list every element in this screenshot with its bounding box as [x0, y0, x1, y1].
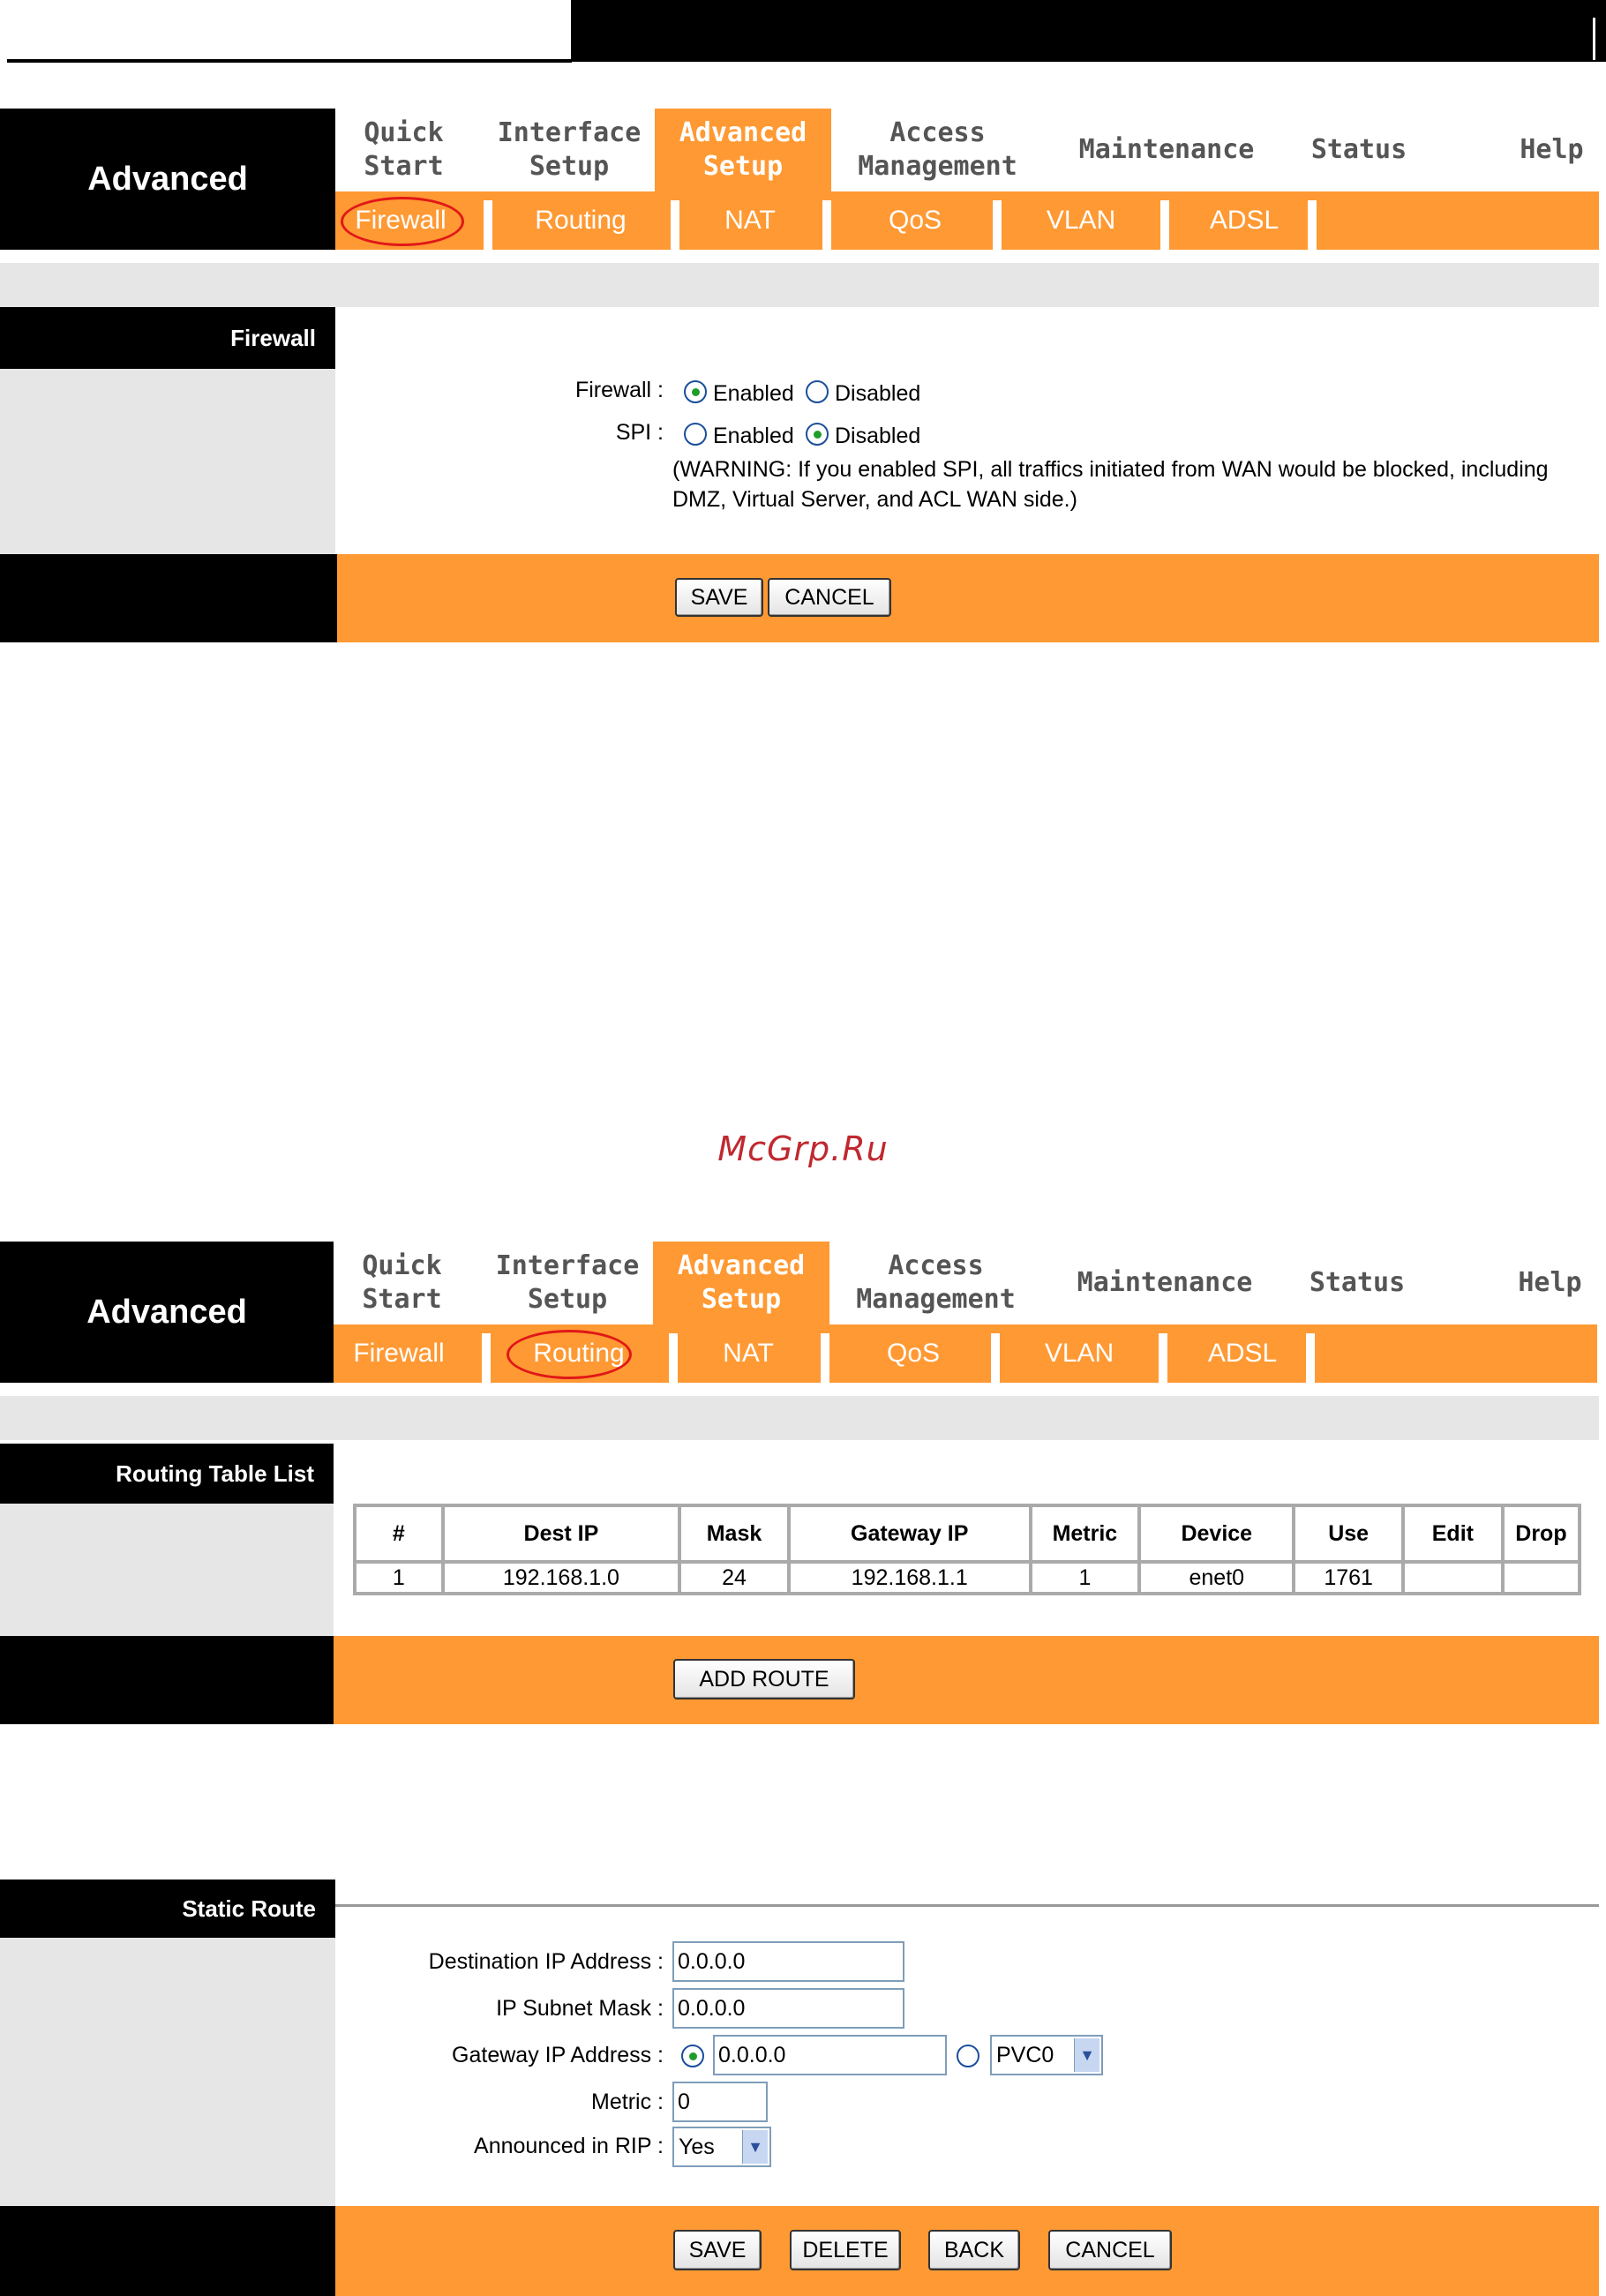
section-title-firewall: Firewall [0, 307, 335, 369]
submenu-adsl[interactable]: ADSL [1209, 206, 1280, 235]
submenu-separator [671, 200, 679, 250]
footer-action-bar [334, 1636, 1599, 1724]
submenu-vlan[interactable]: VLAN [1044, 1339, 1114, 1368]
cell-dest-ip: 192.168.1.0 [445, 1564, 679, 1592]
firewall-disabled-label: Disabled [835, 381, 921, 406]
section-title-static-route: Static Route [0, 1880, 335, 1938]
submenu-separator [1306, 1333, 1315, 1383]
cell-device: enet0 [1141, 1564, 1292, 1592]
grey-strip [0, 263, 1599, 307]
col-drop: Drop [1505, 1507, 1578, 1560]
cancel-button[interactable]: CANCEL [768, 578, 891, 617]
highlight-circle [341, 197, 464, 246]
cancel-button[interactable]: CANCEL [1048, 2230, 1172, 2270]
col-use: Use [1295, 1507, 1400, 1560]
menu-quick-start[interactable]: Quick Start [364, 117, 444, 182]
menu-maintenance[interactable]: Maintenance [1078, 134, 1255, 165]
section-title-routing-table: Routing Table List [0, 1444, 334, 1504]
menu-quick-start[interactable]: Quick Start [362, 1250, 442, 1315]
menu-interface-setup[interactable]: Interface Setup [495, 1250, 640, 1315]
firewall-disabled-radio[interactable] [806, 380, 829, 403]
subnet-mask-label: IP Subnet Mask : [496, 1996, 664, 2021]
col-mask: Mask [681, 1507, 786, 1560]
nav-block-routing [0, 1242, 1599, 1383]
submenu-separator [821, 1333, 829, 1383]
submenu-separator [1308, 200, 1317, 250]
submenu-separator [991, 1333, 1000, 1383]
footer-black-cell [0, 554, 337, 642]
table-row [356, 1564, 1578, 1592]
top-menu [335, 109, 1599, 191]
section-sidebar [0, 1504, 334, 1636]
pvc-select-value: PVC0 [996, 2042, 1054, 2067]
chevron-down-icon[interactable]: ▼ [742, 2130, 768, 2164]
dest-ip-input[interactable]: 0.0.0.0 [672, 1941, 904, 1982]
submenu-firewall[interactable]: Firewall [355, 206, 447, 235]
submenu-nat[interactable]: NAT [724, 206, 776, 235]
menu-advanced-setup[interactable]: Advanced Setup [653, 1242, 829, 1324]
save-button[interactable]: SAVE [675, 578, 763, 617]
section-sidebar [0, 369, 335, 554]
col-edit: Edit [1405, 1507, 1501, 1560]
grey-strip [0, 1396, 1599, 1440]
col-metric: Metric [1032, 1507, 1137, 1560]
firewall-enabled-label: Enabled [713, 381, 794, 406]
routing-table-header [356, 1507, 1578, 1560]
pvc-select[interactable] [990, 2035, 1103, 2075]
top-header-corner-mark [1593, 18, 1595, 60]
spi-warning-line-2: DMZ, Virtual Server, and ACL WAN side.) [672, 487, 1077, 512]
menu-help[interactable]: Help [1518, 1267, 1582, 1298]
brand-label: Advanced [0, 109, 335, 250]
submenu-separator [669, 1333, 678, 1383]
submenu-separator [822, 200, 831, 250]
firewall-label: Firewall : [574, 378, 664, 402]
footer-black-cell [0, 1636, 334, 1724]
col-device: Device [1141, 1507, 1292, 1560]
sub-menu [335, 191, 1599, 250]
cell-mask: 24 [681, 1564, 786, 1592]
menu-interface-setup[interactable]: Interface Setup [497, 117, 642, 182]
cell-drop[interactable] [1505, 1564, 1578, 1592]
add-route-button[interactable]: ADD ROUTE [673, 1659, 855, 1699]
metric-label: Metric : [591, 2090, 664, 2114]
sub-menu [334, 1324, 1597, 1383]
gateway-ip-radio[interactable] [681, 2045, 704, 2067]
submenu-vlan[interactable]: VLAN [1046, 206, 1116, 235]
chevron-down-icon[interactable]: ▼ [1074, 2038, 1099, 2072]
subnet-mask-input[interactable]: 0.0.0.0 [672, 1988, 904, 2029]
cell-edit[interactable] [1405, 1564, 1501, 1592]
spi-enabled-label: Enabled [713, 424, 794, 448]
menu-access-management[interactable]: Access Management [858, 117, 1017, 182]
cell-metric: 1 [1032, 1564, 1137, 1592]
top-header-bar [571, 0, 1606, 62]
submenu-qos[interactable]: QoS [888, 206, 942, 235]
delete-button[interactable]: DELETE [790, 2230, 901, 2270]
submenu-separator [482, 1333, 491, 1383]
announced-rip-select-value: Yes [679, 2134, 715, 2159]
cell-index: 1 [356, 1564, 441, 1592]
menu-status[interactable]: Status [1309, 1267, 1406, 1298]
submenu-nat[interactable]: NAT [723, 1339, 774, 1368]
menu-advanced-setup[interactable]: Advanced Setup [655, 109, 831, 191]
spi-disabled-radio[interactable] [806, 423, 829, 446]
cell-use: 1761 [1295, 1564, 1400, 1592]
footer-black-cell [0, 2206, 335, 2296]
gateway-ip-label: Gateway IP Address : [452, 2043, 664, 2067]
col-index: # [356, 1507, 441, 1560]
spi-label: SPI : [615, 420, 664, 445]
announced-rip-label: Announced in RIP : [474, 2134, 664, 2158]
submenu-separator [484, 200, 492, 250]
spi-disabled-label: Disabled [835, 424, 921, 448]
submenu-qos[interactable]: QoS [886, 1339, 941, 1368]
highlight-circle [507, 1330, 632, 1379]
submenu-separator [993, 200, 1002, 250]
footer-action-bar [337, 554, 1599, 642]
menu-access-management[interactable]: Access Management [856, 1250, 1016, 1315]
section-divider-line [335, 1904, 1599, 1907]
submenu-routing[interactable]: Routing [535, 206, 627, 235]
metric-input[interactable]: 0 [672, 2082, 768, 2122]
submenu-firewall[interactable]: Firewall [353, 1339, 445, 1368]
save-button[interactable]: SAVE [673, 2230, 762, 2270]
menu-help[interactable]: Help [1520, 134, 1584, 165]
dest-ip-label: Destination IP Address : [428, 1949, 664, 1974]
submenu-adsl[interactable]: ADSL [1207, 1339, 1278, 1368]
menu-status[interactable]: Status [1310, 134, 1407, 165]
cell-gateway-ip: 192.168.1.1 [791, 1564, 1029, 1592]
submenu-separator [1160, 200, 1169, 250]
spi-enabled-radio[interactable] [684, 423, 707, 446]
announced-rip-select[interactable] [672, 2127, 771, 2167]
top-header-underline [7, 59, 572, 63]
spi-warning-line-1: (WARNING: If you enabled SPI, all traffics initiated from WAN would be blocked, including [672, 457, 1549, 482]
pvc-radio[interactable] [957, 2045, 979, 2067]
top-menu [334, 1242, 1597, 1324]
menu-maintenance[interactable]: Maintenance [1077, 1267, 1253, 1298]
watermark: McGrp.Ru [717, 1129, 889, 1168]
routing-table [353, 1504, 1581, 1595]
submenu-routing[interactable]: Routing [533, 1339, 625, 1368]
gateway-ip-input[interactable]: 0.0.0.0 [713, 2035, 947, 2075]
back-button[interactable]: BACK [928, 2230, 1020, 2270]
nav-block-firewall [0, 109, 1599, 250]
section-sidebar [0, 1938, 335, 2206]
firewall-enabled-radio[interactable] [684, 380, 707, 403]
brand-label: Advanced [0, 1242, 334, 1383]
col-gateway-ip: Gateway IP [791, 1507, 1029, 1560]
submenu-separator [1159, 1333, 1167, 1383]
col-dest-ip: Dest IP [445, 1507, 679, 1560]
